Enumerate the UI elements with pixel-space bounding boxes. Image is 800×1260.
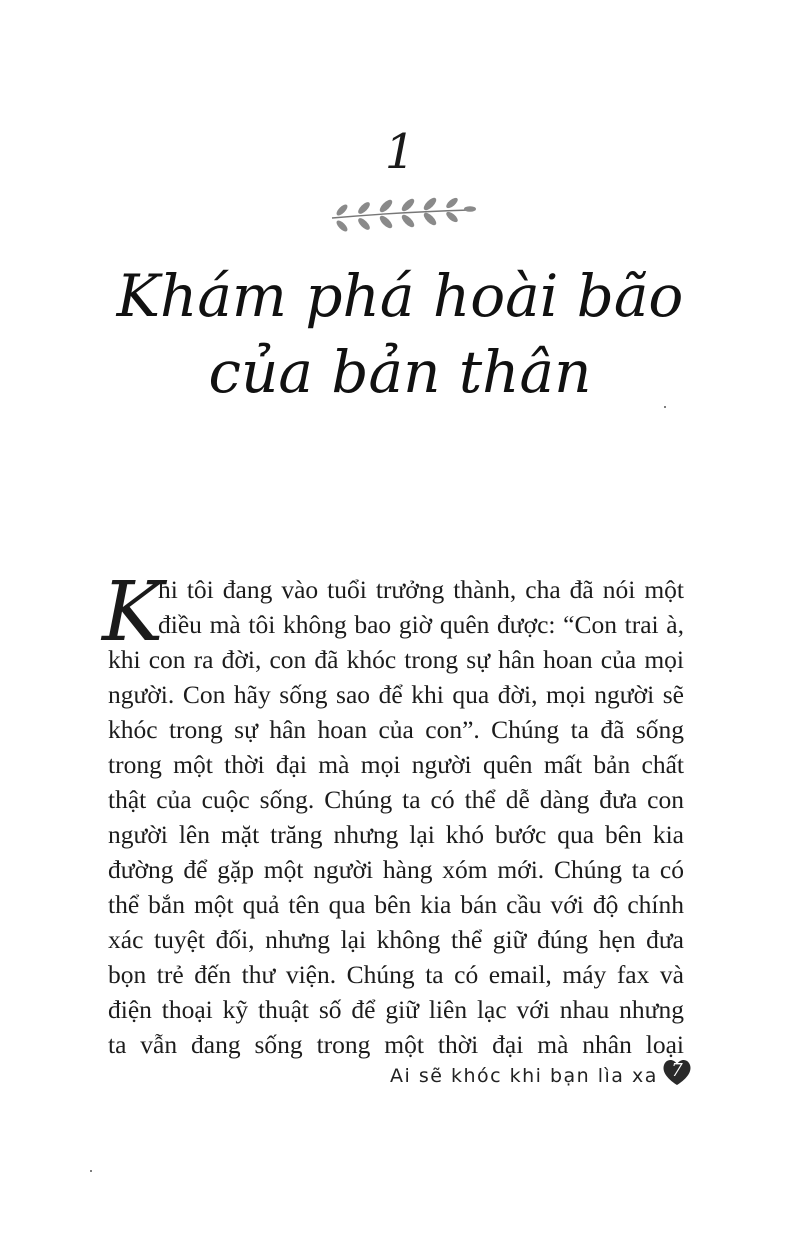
page-footer [390, 1056, 658, 1096]
paragraph-line: đường để gặp một người hàng xóm mới. Chúng ta có [108, 855, 684, 884]
chapter-number: 1 [384, 124, 416, 180]
paper-speck [664, 406, 666, 408]
paragraph-line: điện thoại kỹ thuật số để giữ liên lạc với nhau nhưng [108, 995, 684, 1024]
chapter-title-line-2: của bản thân [208, 338, 592, 406]
paragraph-line: khi con ra đời, con đã khóc trong sự hân hoan của mọi [108, 645, 684, 674]
chapter-title-line-1: Khám phá hoài bão [116, 262, 684, 330]
paragraph-line: xác tuyệt đối, nhưng lại không thể giữ đúng hẹn đưa [108, 925, 684, 954]
chapter-title [0, 258, 800, 410]
paragraph-line: thể bắn một quả tên qua bên kia bán cầu với độ chính [108, 890, 684, 919]
running-title: Ai sẽ khóc khi bạn lìa xa [390, 1065, 658, 1087]
paragraph-line: trong một thời đại mà mọi người quên mất bản chất [108, 750, 684, 779]
paragraph-line: thật của cuộc sống. Chúng ta có thể dễ dàng đưa con [108, 785, 684, 814]
paragraph-line: hi tôi đang vào tuổi trưởng thành, cha đã nói một [158, 575, 684, 604]
paragraph-line: khóc trong sự hân hoan của con”. Chúng ta đã sống [108, 715, 684, 744]
drop-cap: K [102, 565, 164, 660]
page-number: 7 [671, 1060, 683, 1081]
paragraph-line: bọn trẻ đến thư viện. Chúng ta có email, máy fax và [108, 960, 684, 989]
paragraph-line: người. Con hãy sống sao để khi qua đời, mọi người sẽ [108, 680, 684, 709]
laurel-branch-icon [320, 188, 480, 244]
paragraph-line: ta vẫn đang sống trong một thời đại mà nhân loại [108, 1030, 684, 1059]
paragraph-line: người lên mặt trăng nhưng lại khó bước qua bên kia [108, 820, 684, 849]
page-number-badge [660, 1054, 694, 1088]
paragraph-line: điều mà tôi không bao giờ quên được: “Con trai à, [158, 610, 684, 639]
paper-speck [90, 1170, 92, 1172]
body-paragraph [108, 572, 684, 1062]
